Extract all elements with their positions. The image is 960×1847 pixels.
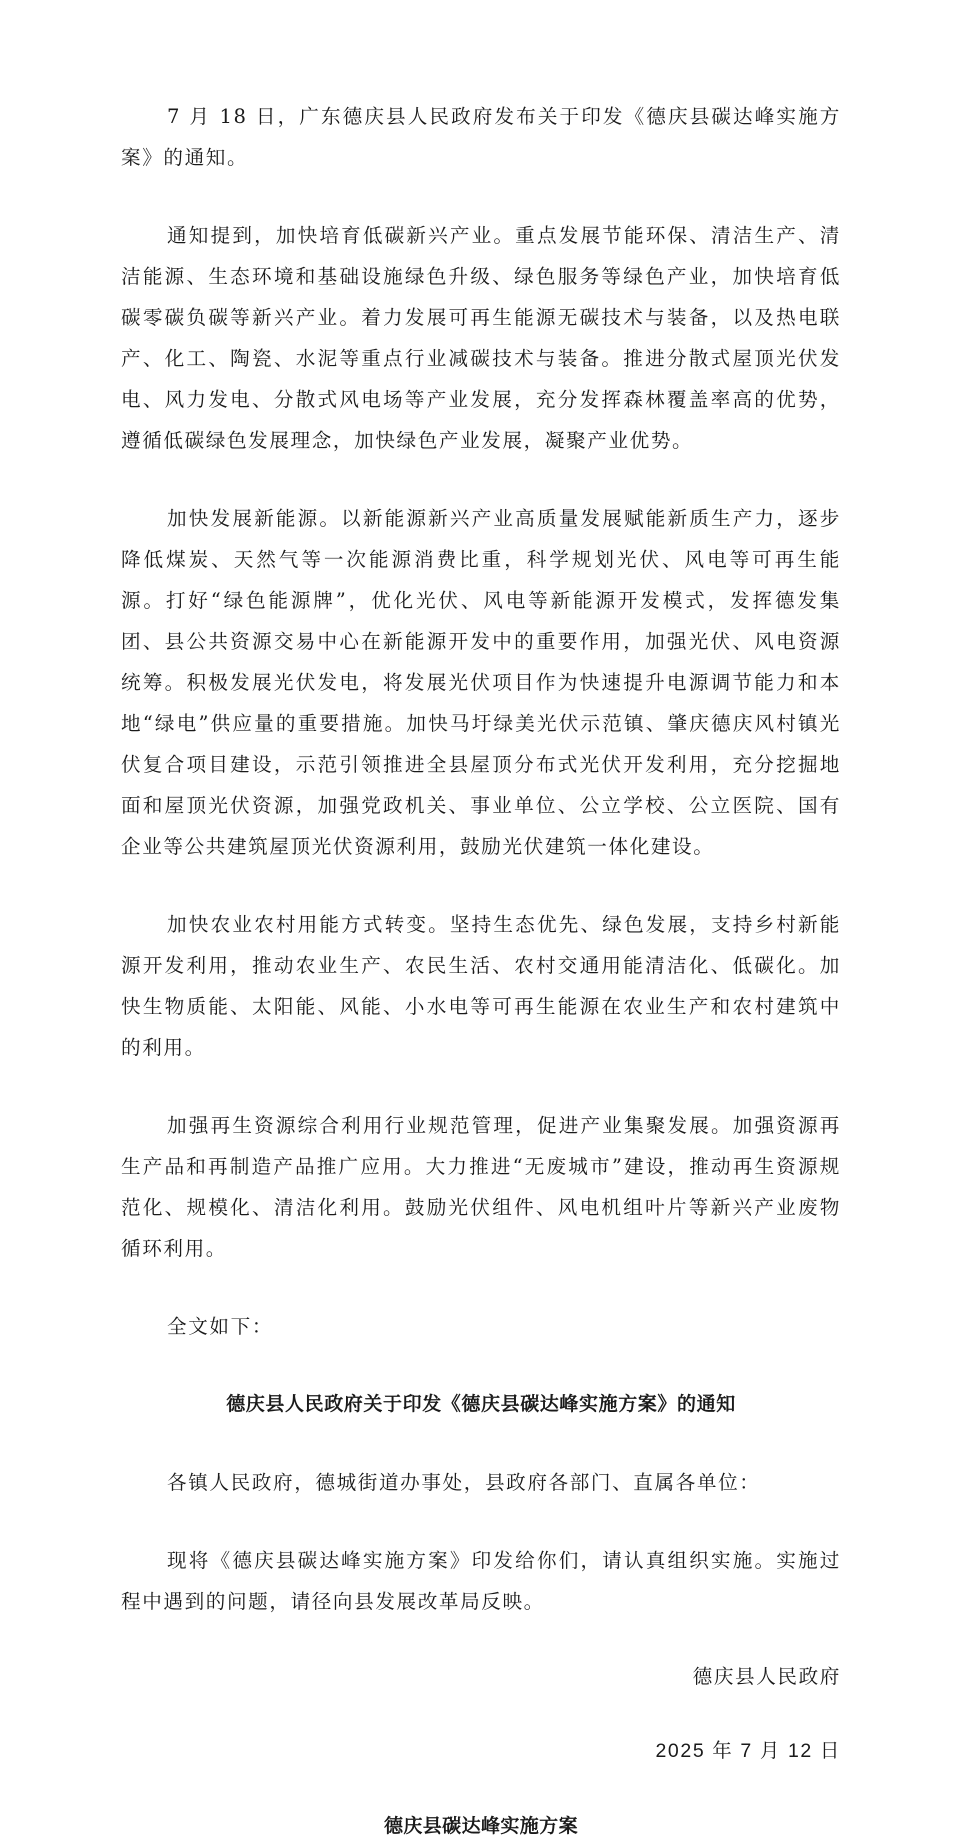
paragraph-low-carbon-industry: 通知提到，加快培育低碳新兴产业。重点发展节能环保、清洁生产、清洁能源、生态环境和基础设施绿色升级、绿色服务等绿色产业，加快培育低碳零碳负碳等新兴产业。着力发展可再生能源无碳技术与装备，以及热电联产、化工、陶瓷、水泥等重点行业减碳技术与装备。推进分散式屋顶光伏发电、风力发电、分散式风电场等产业发展，充分发挥森林覆盖率高的优势，遵循低碳绿色发展理念，加快绿色产业发展，凝聚产业优势。 — [121, 224, 841, 452]
intro-paragraph: 7 月 18 日，广东德庆县人民政府发布关于印发《德庆县碳达峰实施方案》的通知。 — [121, 105, 841, 169]
document-page — [121, 96, 841, 1847]
paragraph-new-energy: 加快发展新能源。以新能源新兴产业高质量发展赋能新质生产力，逐步降低煤炭、天然气等一次能源消费比重，科学规划光伏、风电等可再生能源。打好“绿色能源牌”，优化光伏、风电等新能源开发模式，发挥德发集团、县公共资源交易中心在新能源开发中的重要作用，加强光伏、风电资源统筹。积极发展光伏发电，将发展光伏项目作为快速提升电源调节能力和本地“绿电”供应量的重要措施。加快马圩绿美光伏示范镇、肇庆德庆风村镇光伏复合项目建设，示范引领推进全县屋顶分布式光伏开发利用，充分挖掘地面和屋顶光伏资源，加强党政机关、事业单位、公立学校、公立医院、国有企业等公共建筑屋顶光伏资源利用，鼓励光伏建筑一体化建设。 — [121, 507, 841, 858]
paragraph-rural-energy: 加快农业农村用能方式转变。坚持生态优先、绿色发展，支持乡村新能源开发利用，推动农业生产、农民生活、农村交通用能清洁化、低碳化。加快生物质能、太阳能、风能、小水电等可再生能源在农业生产和农村建筑中的利用。 — [121, 913, 841, 1059]
notice-body: 现将《德庆县碳达峰实施方案》印发给你们，请认真组织实施。实施过程中遇到的问题，请径向县发展改革局反映。 — [121, 1549, 841, 1613]
fulltext-label: 全文如下： — [167, 1315, 274, 1338]
notice-date: 2025 年 7 月 12 日 — [655, 1740, 841, 1762]
notice-title: 德庆县人民政府关于印发《德庆县碳达峰实施方案》的通知 — [226, 1393, 736, 1415]
notice-addressee: 各镇人民政府，德城街道办事处，县政府各部门、直属各单位： — [167, 1471, 761, 1494]
paragraph-recycling: 加强再生资源综合利用行业规范管理，促进产业集聚发展。加强资源再生产品和再制造产品推广应用。大力推进“无废城市”建设，推动再生资源规范化、规模化、清洁化利用。鼓励光伏组件、风电机组叶片等新兴产业废物循环利用。 — [121, 1114, 841, 1260]
plan-title: 德庆县碳达峰实施方案 — [383, 1815, 578, 1837]
notice-signature: 德庆县人民政府 — [692, 1665, 841, 1688]
